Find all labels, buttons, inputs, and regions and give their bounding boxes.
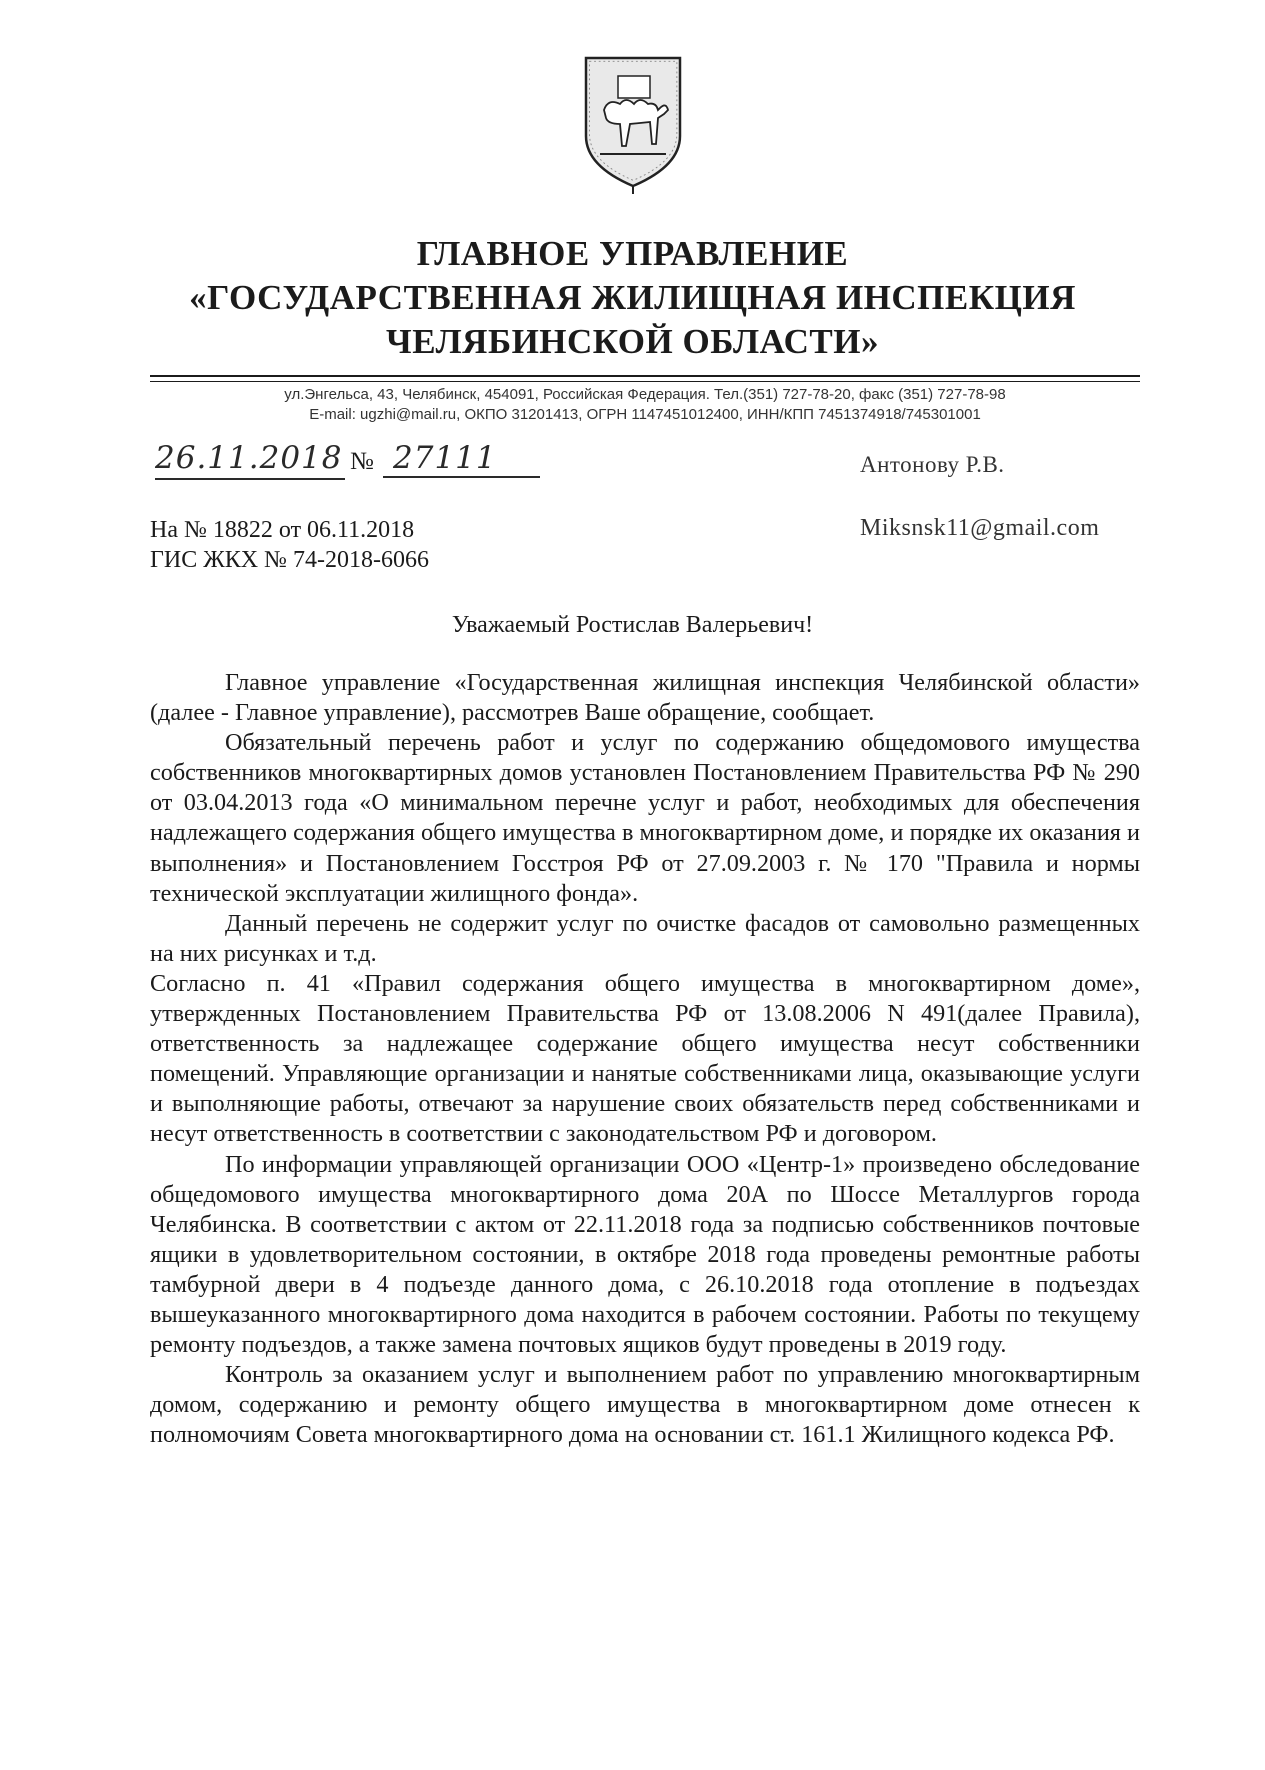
org-name-line1: ГЛАВНОЕ УПРАВЛЕНИЕ [416, 234, 849, 273]
letter-body [150, 668, 1140, 1450]
handwritten-date: 26.11.2018 [155, 438, 345, 480]
paragraph: Обязательный перечень работ и услуг по содержанию общедомового имущества собственников многоквартирных домов установлен Постановлением Правительства РФ № 290 от 03.04.2013 года «О минимальном перечне услуг и работ, необходимых для обеспечения надлежащего содержания общего имущества в многоквартирном доме, и порядке их оказания и выполнения» и Постановлением Госстроя РФ от 27.09.2003 г. № 170 "Правила и нормы технической эксплуатации жилищного фонда». [150, 729, 1140, 907]
paragraph: Главное управление «Государственная жилищная инспекция Челябинской области» (далее - Главное управление), рассмотрев Ваше обращение, сообщает. [150, 669, 1140, 727]
header-divider [150, 375, 1140, 377]
requisites-line: E-mail: ugzhi@mail.ru, ОКПО 31201413, ОГРН 1147451012400, ИНН/КПП 7451374918/745301001 [309, 406, 981, 423]
address-line: ул.Энгельса, 43, Челябинск, 454091, Российская Федерация. Тел.(351) 727-78-20, факс (351) 727-78-98 [284, 386, 1006, 403]
number-label: № [350, 448, 374, 475]
org-name-line3: ЧЕЛЯБИНСКОЙ ОБЛАСТИ» [386, 322, 879, 361]
org-name-line2: «ГОСУДАРСТВЕННАЯ ЖИЛИЩНАЯ ИНСПЕКЦИЯ [189, 278, 1076, 317]
handwritten-number: 27111 [383, 438, 540, 478]
header-divider-thin [150, 381, 1140, 382]
recipient-name: Антонову Р.В. [860, 452, 1005, 477]
paragraph: Данный перечень не содержит услуг по очистке фасадов от самовольно размещенных на них рисунках и т.д. [150, 909, 1140, 967]
chelyabinsk-coat-of-arms-icon [578, 48, 688, 198]
recipient-email: Miksnsk11@gmail.com [860, 515, 1100, 541]
gis-reference: ГИС ЖКХ № 74-2018-6066 [150, 547, 429, 573]
paragraph: По информации управляющей организации ООО «Центр-1» произведено обследование общедомового имущества многоквартирного дома 20А по Шоссе Металлургов города Челябинска. В соответствии с актом от 22.11.2018 года за подписью собственников почтовые ящики в удовлетворительном состоянии, в октябре 2018 года проведены ремонтные работы тамбурной двери в 4 подъезде данного дома, с 26.10.2018 года отопление в подъездах вышеуказанного многоквартирного дома находится в рабочем состоянии. Работы по текущему ремонту подъездов, а также замена почтовых ящиков будут проведены в 2019 году. [150, 1150, 1140, 1359]
greeting: Уважаемый Ростислав Валерьевич! [451, 612, 814, 638]
reply-reference: На № 18822 от 06.11.2018 [150, 517, 415, 543]
paragraph: Согласно п. 41 «Правил содержания общего имущества в многоквартирном доме», утвержденных Постановлением Правительства РФ от 13.08.2006 N 491(далее Правила), ответственность за надлежащее содержание общего имущества несут собственники помещений. Управляющие организации и нанятые собственниками лица, оказывающие услуги и выполняющие работы, отвечают за нарушение своих обязательств перед собственниками и несут ответственность в соответствии с законодательством РФ и договором. [150, 969, 1140, 1148]
paragraph: Контроль за оказанием услуг и выполнением работ по управлению многоквартирным домом, содержанию и ремонту общего имущества в многоквартирном доме отнесен к полномочиям Совета многоквартирного дома на основании ст. 161.1 Жилищного кодекса РФ. [150, 1361, 1140, 1449]
